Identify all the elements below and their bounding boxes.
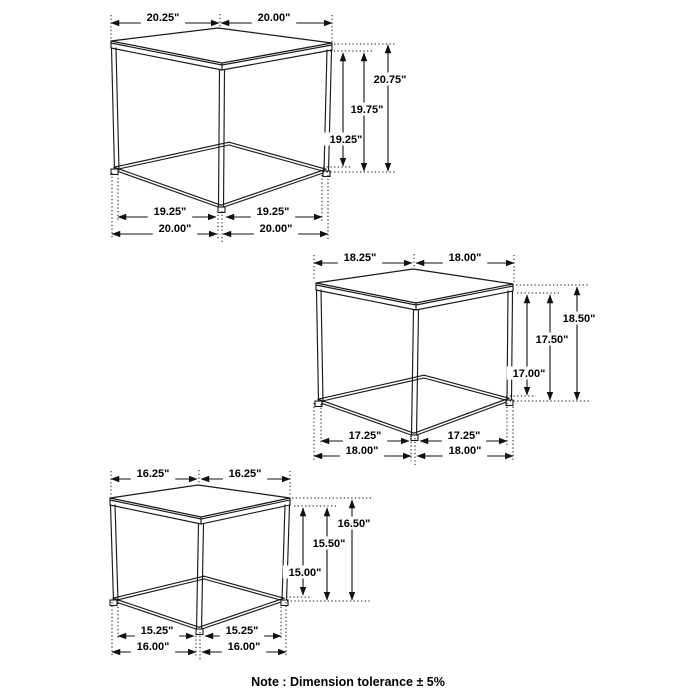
leg-line xyxy=(287,505,290,601)
base-rail-line xyxy=(114,170,221,208)
tabletop-surface xyxy=(110,485,290,517)
leg-line xyxy=(507,291,508,401)
height-label: 17.00" xyxy=(512,368,546,380)
top-width-label: 20.25" xyxy=(146,12,180,24)
leg-line xyxy=(282,505,285,601)
height-label: 16.50" xyxy=(337,518,371,530)
bottom-width-label: 20.00" xyxy=(158,223,192,235)
leg-line xyxy=(317,290,319,402)
height-label: 20.75" xyxy=(373,74,407,86)
base-rail-line xyxy=(318,378,424,402)
bottom-width-label: 15.25" xyxy=(225,625,259,637)
table-diagram-small xyxy=(110,467,376,662)
base-rail-line xyxy=(114,142,229,167)
bottom-width-label: 17.25" xyxy=(348,430,382,442)
table-foot xyxy=(281,600,288,606)
height-label: 15.00" xyxy=(288,567,322,579)
leg-line xyxy=(324,50,327,172)
height-label: 18.50" xyxy=(562,313,596,325)
table-foot xyxy=(315,401,322,407)
base-rail-line xyxy=(114,167,221,205)
tabletop-surface xyxy=(111,28,332,63)
leg-line xyxy=(219,70,220,208)
top-width-label: 16.25" xyxy=(228,468,262,480)
base-rail-line xyxy=(114,145,229,170)
leg-line xyxy=(197,524,199,630)
leg-line xyxy=(417,310,419,436)
leg-line xyxy=(115,505,118,601)
base-rail-line xyxy=(113,579,204,601)
table-diagram-large xyxy=(111,11,412,244)
table-foot xyxy=(196,629,203,635)
base-rail-line xyxy=(229,145,326,172)
bottom-width-label: 19.25" xyxy=(256,206,290,218)
bottom-width-label: 18.00" xyxy=(345,445,379,457)
table-diagram-medium xyxy=(314,251,601,466)
tabletop-surface xyxy=(316,269,513,303)
leg-line xyxy=(412,310,414,436)
height-label: 17.50" xyxy=(535,334,569,346)
top-width-label: 18.25" xyxy=(343,252,377,264)
leg-line xyxy=(111,505,114,601)
bottom-width-label: 19.25" xyxy=(153,206,187,218)
leg-line xyxy=(329,50,332,172)
table-foot xyxy=(411,435,418,441)
leg-line xyxy=(224,70,225,208)
bottom-width-label: 17.25" xyxy=(447,430,481,442)
height-label: 19.75" xyxy=(350,104,384,116)
table-foot xyxy=(110,600,117,606)
base-rail-line xyxy=(221,172,326,208)
tables-layer xyxy=(110,11,601,662)
bottom-width-label: 16.00" xyxy=(227,641,261,653)
bottom-width-label: 15.25" xyxy=(140,625,174,637)
leg-line xyxy=(512,291,513,401)
table-wireframe xyxy=(111,28,332,213)
table-wireframe xyxy=(315,269,513,441)
base-rail-line xyxy=(113,576,204,598)
top-width-label: 18.00" xyxy=(448,252,482,264)
base-rail-line xyxy=(199,598,284,627)
leg-line xyxy=(321,290,323,402)
base-rail-line xyxy=(113,598,199,627)
top-width-label: 20.00" xyxy=(257,12,291,24)
leg-line xyxy=(112,48,115,170)
base-rail-line xyxy=(204,576,284,598)
base-rail-line xyxy=(414,398,509,433)
height-label: 15.50" xyxy=(312,538,346,550)
base-rail-line xyxy=(424,378,509,401)
top-width-label: 16.25" xyxy=(136,468,170,480)
bottom-width-label: 16.00" xyxy=(136,641,170,653)
base-rail-line xyxy=(204,579,284,601)
height-label: 19.25" xyxy=(329,134,363,146)
base-rail-line xyxy=(221,169,326,205)
table-wireframe xyxy=(110,485,290,635)
bottom-width-label: 20.00" xyxy=(259,223,293,235)
base-rail-line xyxy=(229,142,326,169)
leg-line xyxy=(116,48,119,170)
base-rail-line xyxy=(424,375,509,398)
base-rail-line xyxy=(318,375,424,399)
bottom-width-label: 18.00" xyxy=(448,445,482,457)
base-rail-line xyxy=(318,399,414,433)
tolerance-note: Note : Dimension tolerance ± 5% xyxy=(251,675,445,689)
